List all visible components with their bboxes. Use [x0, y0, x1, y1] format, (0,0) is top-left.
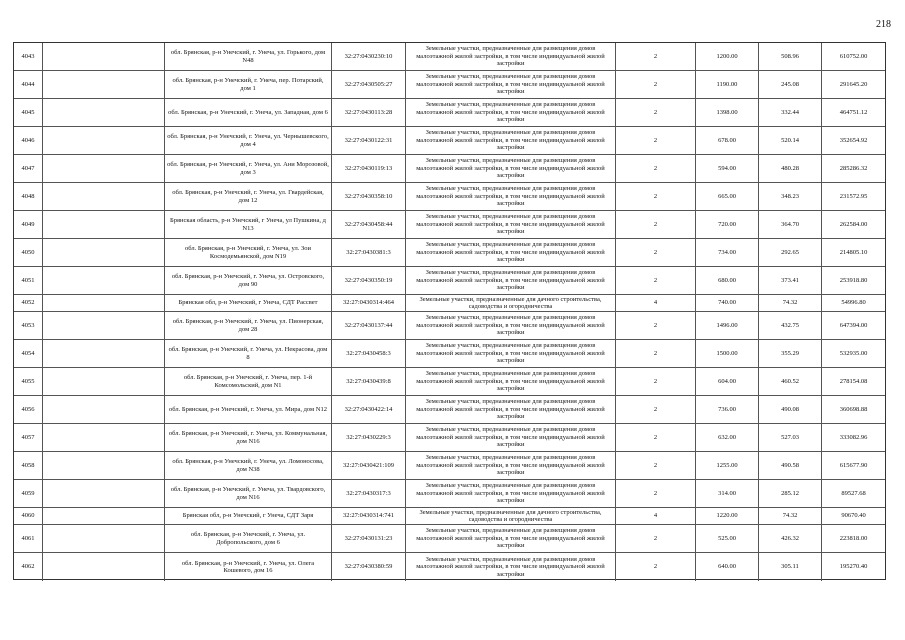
address-cell: обл. Брянская, р-н Унечский, г. Унеча, пер. Потарский, дом 1	[165, 71, 332, 98]
category-cell: 2	[616, 99, 696, 126]
category-cell: 2	[616, 396, 696, 423]
land-use-cell: Земельные участки, предназначенные для размещения домов малоэтажной жилой застройки, в том числе индивидуальной жилой застройки	[406, 525, 616, 552]
area-cell: 1500.00	[696, 340, 759, 367]
address-cell: обл. Брянская, р-н Унечский, г. Унеча, ул. Добропольского, дом 6	[165, 525, 332, 552]
table-row	[14, 183, 885, 211]
land-use-cell: Земельные участки, предназначенные для размещения домов малоэтажной жилой застройки, в том числе индивидуальной жилой застройки	[406, 424, 616, 451]
address-cell: обл. Брянская, р-н Унечский, г. Унеча, ул. Твардовского, дом N16	[165, 480, 332, 507]
table-row	[14, 267, 885, 295]
cadastral-number-cell: 32:27:0430505:27	[332, 71, 406, 98]
spacer-cell	[43, 424, 165, 451]
rate-cell: 480.28	[759, 155, 822, 182]
cadastral-value-cell: 352654.92	[839, 136, 868, 144]
cadastral-value-cell: 610752.00	[839, 52, 868, 60]
land-use-cell: Земельные участки, предназначенные для дачного строительства, садоводства и огородничества	[406, 295, 616, 311]
area-cell: 720.00	[696, 211, 759, 238]
land-use-cell: Земельные участки, предназначенные для размещения домов малоэтажной жилой застройки, в том числе индивидуальной жилой застройки	[406, 99, 616, 126]
category-cell: 2	[616, 480, 696, 507]
area-cell: 1255.00	[696, 452, 759, 479]
table-row	[14, 43, 885, 71]
cadastral-number-cell: 32:27:0430439:8	[332, 368, 406, 395]
spacer-cell	[43, 368, 165, 395]
address-cell: обл. Брянская, р-н Унечский, г. Унеча, пер. 1-й Комсомольский, дом N1	[165, 368, 332, 395]
category-cell: 2	[616, 183, 696, 210]
spacer-cell	[43, 508, 165, 524]
land-use-cell: Земельные участки, предназначенные для размещения домов малоэтажной жилой застройки, в том числе индивидуальной жилой застройки	[406, 368, 616, 395]
category-cell: 2	[616, 211, 696, 238]
spacer-cell	[43, 239, 165, 266]
row-number: 4055	[14, 368, 43, 395]
row-number: 4057	[14, 424, 43, 451]
row-number: 4047	[14, 155, 43, 182]
cadastral-value-cell: 231572.95	[839, 192, 868, 200]
land-use-cell: Земельные участки, предназначенные для размещения домов малоэтажной жилой застройки, в том числе индивидуальной жилой застройки	[406, 340, 616, 367]
category-cell: 2	[616, 127, 696, 154]
cadastral-number-cell: 32:27:0430317:3	[332, 480, 406, 507]
cadastral-number-cell: 32:27:0430422:14	[332, 396, 406, 423]
cadastral-value-cell: 195270.40	[839, 563, 868, 571]
cadastral-number-cell: 32:27:0430113:28	[332, 99, 406, 126]
cadastral-number-cell: 32:27:0430458:3	[332, 340, 406, 367]
address-cell: обл. Брянская, р-н Унечский, г. Унеча, ул. Горького, дом N48	[165, 43, 332, 70]
category-cell: 2	[616, 525, 696, 552]
rate-cell: 332.44	[759, 99, 822, 126]
land-use-cell: Земельные участки, предназначенные для размещения домов малоэтажной жилой застройки, в том числе индивидуальной жилой застройки	[406, 239, 616, 266]
land-use-cell: Земельные участки, предназначенные для дачного строительства, садоводства и огородничества	[406, 508, 616, 524]
area-cell: 740.00	[696, 295, 759, 311]
table-row	[14, 480, 885, 508]
cadastral-number-cell: 32:27:0430380:59	[332, 553, 406, 581]
table-row	[14, 99, 885, 127]
area-cell: 594.00	[696, 155, 759, 182]
spacer-cell	[43, 183, 165, 210]
table-row	[14, 340, 885, 368]
row-number: 4043	[14, 43, 43, 70]
cadastral-value-cell: 360698.88	[839, 405, 868, 413]
row-number: 4046	[14, 127, 43, 154]
cadastral-number-cell: 32:27:0430314:741	[332, 508, 406, 524]
land-use-cell: Земельные участки, предназначенные для размещения домов малоэтажной жилой застройки, в том числе индивидуальной жилой застройки	[406, 480, 616, 507]
area-cell: 678.00	[696, 127, 759, 154]
area-cell: 734.00	[696, 239, 759, 266]
row-number: 4059	[14, 480, 43, 507]
row-number: 4048	[14, 183, 43, 210]
address-cell: обл. Брянская, р-н Унечский, г. Унеча, ул. Зои Космодемьянской, дом N19	[165, 239, 332, 266]
spacer-cell	[43, 340, 165, 367]
rate-cell: 348.23	[759, 183, 822, 210]
cadastral-number-cell: 32:27:0430119:13	[332, 155, 406, 182]
area-cell: 525.00	[696, 525, 759, 552]
cadastral-number-cell: 32:27:0430230:10	[332, 43, 406, 70]
area-cell: 632.00	[696, 424, 759, 451]
spacer-cell	[43, 452, 165, 479]
row-number: 4049	[14, 211, 43, 238]
rate-cell: 520.14	[759, 127, 822, 154]
row-number: 4060	[14, 508, 43, 524]
spacer-cell	[43, 525, 165, 552]
cadastral-number-cell: 32:27:0430458:44	[332, 211, 406, 238]
area-cell: 1190.00	[696, 71, 759, 98]
cadastral-value-cell: 223818.00	[839, 534, 868, 542]
rate-cell: 292.65	[759, 239, 822, 266]
cadastral-value-cell: 464751.12	[839, 108, 868, 116]
spacer-cell	[43, 312, 165, 339]
area-cell: 680.00	[696, 267, 759, 294]
land-use-cell: Земельные участки, предназначенные для размещения домов малоэтажной жилой застройки, в том числе индивидуальной жилой застройки	[406, 452, 616, 479]
row-number: 4051	[14, 267, 43, 294]
cadastral-number-cell: 32:27:0430131:23	[332, 525, 406, 552]
spacer-cell	[43, 295, 165, 311]
cadastral-value-cell: 214805.10	[839, 248, 868, 256]
address-cell: обл. Брянская, р-н Унечский, г. Унеча, ул. Чернышевского, дом 4	[165, 127, 332, 154]
address-cell: Брянская обл, р-н Унечский, г Унеча, СДТ Заря	[165, 508, 332, 524]
address-cell: обл. Брянская, р-н Унечский, г. Унеча, ул. Ани Морозовой, дом 3	[165, 155, 332, 182]
area-cell: 1398.00	[696, 99, 759, 126]
land-use-cell: Земельные участки, предназначенные для размещения домов малоэтажной жилой застройки, в том числе индивидуальной жилой застройки	[406, 267, 616, 294]
rate-cell: 74.32	[759, 295, 822, 311]
page-number: 218	[876, 19, 891, 30]
cadastral-number-cell: 32:27:0430358:10	[332, 183, 406, 210]
category-cell: 2	[616, 553, 696, 581]
table-row	[14, 525, 885, 553]
land-use-cell: Земельные участки, предназначенные для размещения домов малоэтажной жилой застройки, в том числе индивидуальной жилой застройки	[406, 127, 616, 154]
cadastral-value-cell: 532935.00	[839, 349, 868, 357]
land-use-cell: Земельные участки, предназначенные для размещения домов малоэтажной жилой застройки, в том числе индивидуальной жилой застройки	[406, 312, 616, 339]
cadastral-number-cell: 32:27:0430122:31	[332, 127, 406, 154]
table-row	[14, 312, 885, 340]
address-cell: обл. Брянская, р-н Унечский, г. Унеча, ул. Пионерская, дом 28	[165, 312, 332, 339]
category-cell: 4	[616, 295, 696, 311]
rate-cell: 245.08	[759, 71, 822, 98]
address-cell: обл. Брянская, р-н Унечский, г. Унеча, ул. Некрасова, дом 8	[165, 340, 332, 367]
spacer-cell	[43, 553, 165, 581]
area-cell: 1220.00	[696, 508, 759, 524]
row-number: 4052	[14, 295, 43, 311]
address-cell: обл. Брянская, р-н Унечский, г. Унеча, ул. Ломоносова, дом N38	[165, 452, 332, 479]
category-cell: 2	[616, 71, 696, 98]
cadastral-number-cell: 32:27:0430137:44	[332, 312, 406, 339]
land-use-cell: Земельные участки, предназначенные для размещения домов малоэтажной жилой застройки, в том числе индивидуальной жилой застройки	[406, 43, 616, 70]
rate-cell: 527.03	[759, 424, 822, 451]
area-cell: 1496.00	[696, 312, 759, 339]
category-cell: 2	[616, 312, 696, 339]
cadastral-number-cell: 32:27:0430381:3	[332, 239, 406, 266]
spacer-cell	[43, 127, 165, 154]
category-cell: 2	[616, 43, 696, 70]
category-cell: 4	[616, 508, 696, 524]
category-cell: 2	[616, 368, 696, 395]
table-row	[14, 211, 885, 239]
land-use-cell: Земельные участки, предназначенные для размещения домов малоэтажной жилой застройки, в том числе индивидуальной жилой застройки	[406, 211, 616, 238]
cadastral-value-cell: 89527.68	[841, 489, 866, 497]
address-cell: обл. Брянская, р-н Унечский, г. Унеча, ул. Западная, дом 6	[165, 99, 332, 126]
address-cell: Брянская обл, р-н Унечский, г Унеча, СДТ Рассвет	[165, 295, 332, 311]
row-number: 4045	[14, 99, 43, 126]
table-row	[14, 508, 885, 525]
cadastral-value-cell: 647394.00	[839, 321, 868, 329]
cadastral-value-cell: 90670.40	[841, 512, 866, 520]
land-use-cell: Земельные участки, предназначенные для размещения домов малоэтажной жилой застройки, в том числе индивидуальной жилой застройки	[406, 155, 616, 182]
rate-cell: 74.32	[759, 508, 822, 524]
category-cell: 2	[616, 267, 696, 294]
spacer-cell	[43, 267, 165, 294]
table-row	[14, 452, 885, 480]
land-use-cell: Земельные участки, предназначенные для размещения домов малоэтажной жилой застройки, в том числе индивидуальной жилой застройки	[406, 71, 616, 98]
table-row	[14, 553, 885, 581]
category-cell: 2	[616, 239, 696, 266]
table-row	[14, 155, 885, 183]
spacer-cell	[43, 155, 165, 182]
row-number: 4053	[14, 312, 43, 339]
category-cell: 2	[616, 452, 696, 479]
cadastral-number-cell: 32:27:0430314:464	[332, 295, 406, 311]
row-number: 4054	[14, 340, 43, 367]
area-cell: 736.00	[696, 396, 759, 423]
cadastral-value-cell: 278154.08	[839, 377, 868, 385]
land-use-cell: Земельные участки, предназначенные для размещения домов малоэтажной жилой застройки, в том числе индивидуальной жилой застройки	[406, 396, 616, 423]
row-number: 4062	[14, 553, 43, 581]
address-cell: Брянская область, р-н Унечский, г Унеча, ул Пушкина, д N13	[165, 211, 332, 238]
cadastral-value-cell: 54996.80	[841, 299, 866, 307]
row-number: 4050	[14, 239, 43, 266]
area-cell: 1200.00	[696, 43, 759, 70]
category-cell: 2	[616, 424, 696, 451]
address-cell: обл. Брянская, р-н Унечский, г. Унеча, ул. Гвардейская, дом 12	[165, 183, 332, 210]
cadastral-number-cell: 32:27:0430421:109	[332, 452, 406, 479]
area-cell: 640.00	[696, 553, 759, 581]
cadastral-value-cell: 262584.00	[839, 220, 868, 228]
row-number: 4058	[14, 452, 43, 479]
category-cell: 2	[616, 155, 696, 182]
rate-cell: 305.11	[759, 553, 822, 581]
cadastral-number-cell: 32:27:0430229:3	[332, 424, 406, 451]
spacer-cell	[43, 211, 165, 238]
rate-cell: 508.96	[759, 43, 822, 70]
spacer-cell	[43, 43, 165, 70]
cadastral-value-cell: 615677.90	[839, 461, 868, 469]
rate-cell: 364.70	[759, 211, 822, 238]
rate-cell: 373.41	[759, 267, 822, 294]
cadastral-number-cell: 32:27:0430350:19	[332, 267, 406, 294]
row-number: 4056	[14, 396, 43, 423]
rate-cell: 490.58	[759, 452, 822, 479]
table-row	[14, 424, 885, 452]
table-row	[14, 127, 885, 155]
spacer-cell	[43, 480, 165, 507]
category-cell: 2	[616, 340, 696, 367]
spacer-cell	[43, 71, 165, 98]
rate-cell: 490.08	[759, 396, 822, 423]
rate-cell: 426.32	[759, 525, 822, 552]
area-cell: 665.00	[696, 183, 759, 210]
address-cell: обл. Брянская, р-н Унечский, г. Унеча, ул. Островского, дом 90	[165, 267, 332, 294]
rate-cell: 460.52	[759, 368, 822, 395]
address-cell: обл. Брянская, р-н Унечский, г. Унеча, ул. Мира, дом N12	[165, 396, 332, 423]
land-use-cell: Земельные участки, предназначенные для размещения домов малоэтажной жилой застройки, в том числе индивидуальной жилой застройки	[406, 183, 616, 210]
table-row	[14, 239, 885, 267]
cadastral-value-cell: 253918.80	[839, 276, 868, 284]
spacer-cell	[43, 396, 165, 423]
address-cell: обл. Брянская, р-н Унечский, г. Унеча, ул. Коммунальная, дом N16	[165, 424, 332, 451]
table-row	[14, 368, 885, 396]
land-register-table	[13, 42, 886, 580]
rate-cell: 285.12	[759, 480, 822, 507]
rate-cell: 355.29	[759, 340, 822, 367]
table-row	[14, 396, 885, 424]
spacer-cell	[43, 99, 165, 126]
table-row	[14, 295, 885, 312]
row-number: 4044	[14, 71, 43, 98]
area-cell: 604.00	[696, 368, 759, 395]
row-number: 4061	[14, 525, 43, 552]
area-cell: 314.00	[696, 480, 759, 507]
cadastral-value-cell: 285286.32	[839, 164, 868, 172]
cadastral-value-cell: 291645.20	[839, 80, 868, 88]
land-use-cell: Земельные участки, предназначенные для размещения домов малоэтажной жилой застройки, в том числе индивидуальной жилой застройки	[406, 553, 616, 581]
table-row	[14, 71, 885, 99]
cadastral-value-cell: 333082.96	[839, 433, 868, 441]
rate-cell: 432.75	[759, 312, 822, 339]
address-cell: обл. Брянская, р-н Унечский, г. Унеча, ул. Олега Кошевого, дом 16	[165, 553, 332, 581]
